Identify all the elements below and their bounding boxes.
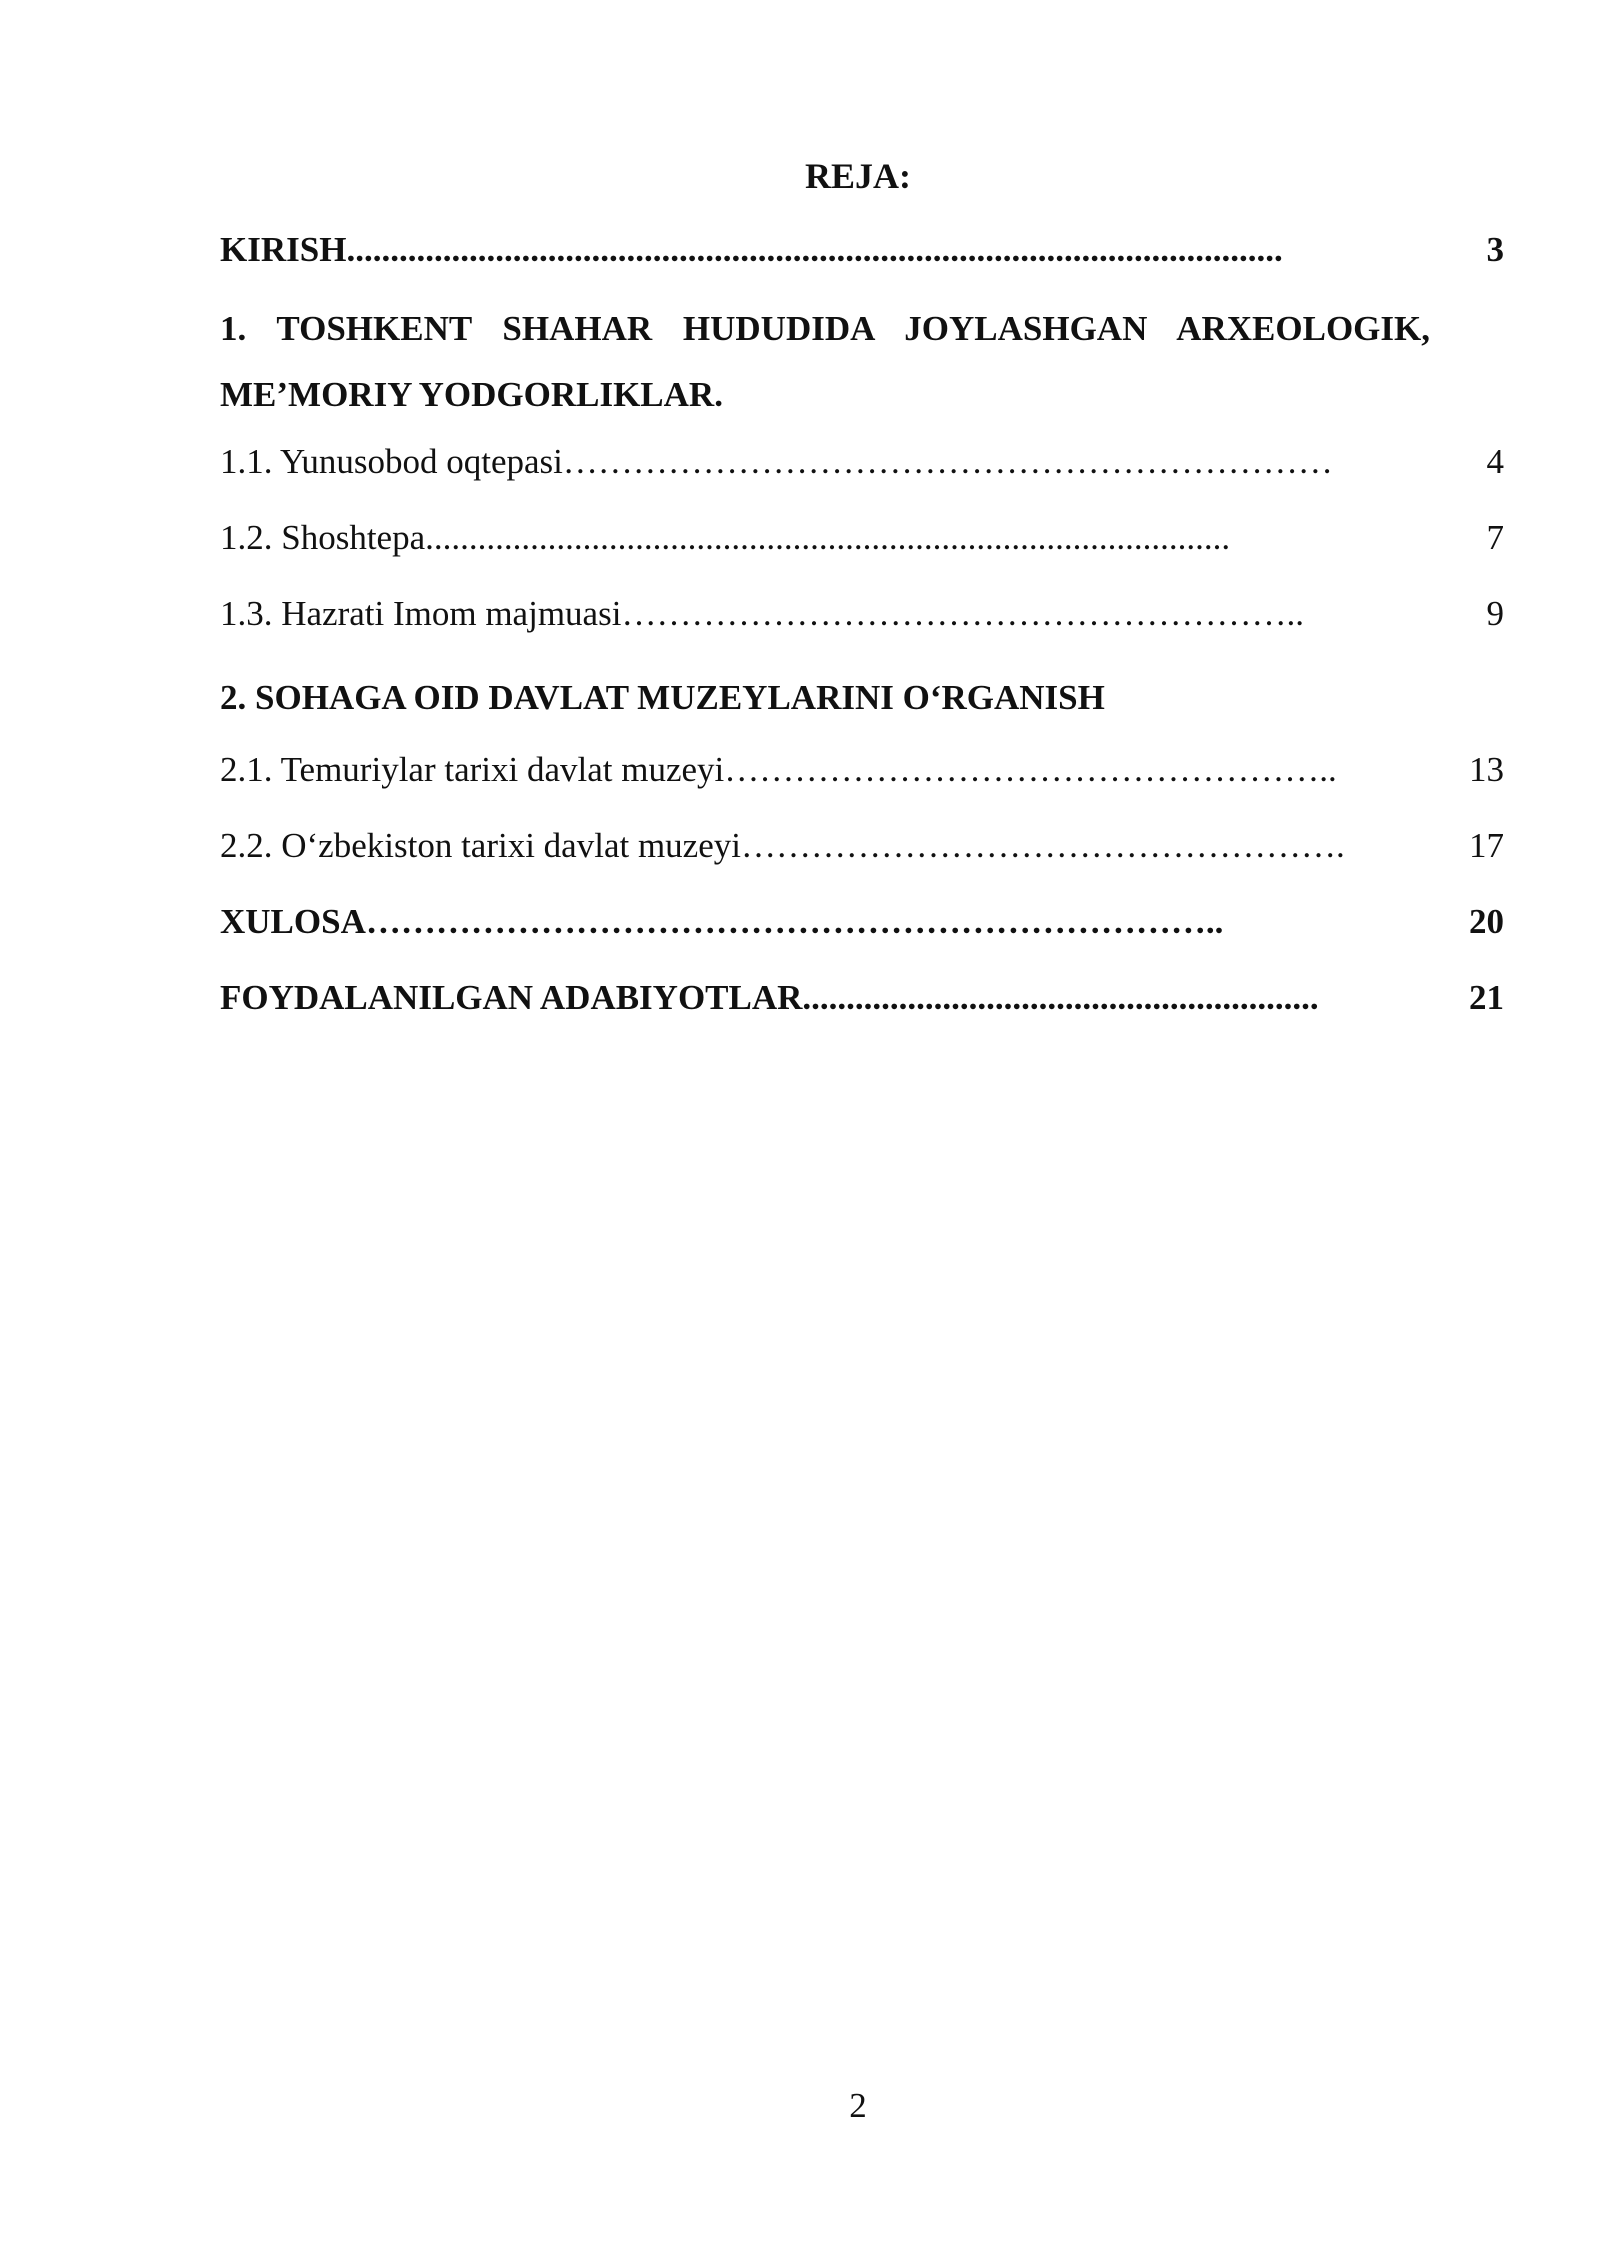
toc-entry-1-3 <box>220 584 1504 660</box>
toc-entry-label: FOYDALANILGAN ADABIYOTLAR <box>220 978 803 1017</box>
toc-page-number: 4 <box>1486 442 1504 481</box>
toc-entry-label: 1.3. Hazrati Imom majmuasi <box>220 594 622 633</box>
toc-entry-2-2 <box>220 816 1504 892</box>
toc-entry-label: 2.2. O‘zbekiston tarixi davlat muzeyi <box>220 826 741 865</box>
toc-leader-dots: ............................................................................................ <box>425 518 1231 557</box>
toc-entry-label: KIRISH <box>220 230 347 269</box>
page-title: REJA: <box>805 156 911 196</box>
table-of-contents <box>220 220 1504 1044</box>
toc-leader-dots: ........................................................... <box>802 978 1319 1017</box>
toc-entry-references <box>220 968 1504 1044</box>
toc-leader-dots: ……………………………………………………………….. <box>365 902 1224 941</box>
page-number: 2 <box>849 2086 867 2125</box>
toc-entry-text <box>220 513 1430 563</box>
toc-entry-text <box>220 225 1430 275</box>
toc-page-number: 20 <box>1469 902 1504 941</box>
toc-page-number: 13 <box>1469 750 1504 789</box>
toc-entry-1-2 <box>220 508 1504 584</box>
toc-leader-dots: ........................................................................................................... <box>346 230 1283 269</box>
toc-entry-1-1 <box>220 432 1504 508</box>
toc-page-number: 7 <box>1486 518 1504 557</box>
toc-page-number: 3 <box>1486 230 1504 269</box>
toc-entry-text <box>220 437 1430 487</box>
toc-entry-label: 1.2. Shoshtepa <box>220 518 426 557</box>
toc-entry-text <box>220 821 1430 871</box>
toc-page-number: 9 <box>1486 594 1504 633</box>
toc-entry-text <box>220 745 1430 795</box>
toc-chapter-2: 2. SOHAGA OID DAVLAT MUZEYLARINI O‘RGANISH <box>220 678 1105 717</box>
toc-entry-intro <box>220 220 1504 296</box>
toc-leader-dots: …………………………………………….. <box>724 750 1337 789</box>
toc-leader-dots: ………………………………………………………… <box>562 442 1333 481</box>
toc-page-number: 21 <box>1469 978 1504 1017</box>
toc-entry-text <box>220 897 1430 947</box>
toc-leader-dots: ……………………………………………. <box>740 826 1345 865</box>
toc-leader-dots: ………………………………………………….. <box>621 594 1304 633</box>
toc-chapter-1: 1. TOSHKENT SHAHAR HUDUDIDA JOYLASHGAN ARXEOLOGIK, ME’MORIY YODGORLIKLAR. <box>220 309 1430 414</box>
toc-entry-2-1 <box>220 740 1504 816</box>
toc-entry-conclusion <box>220 892 1504 968</box>
toc-entry-text <box>220 973 1430 1023</box>
toc-entry-label: XULOSA <box>220 902 366 941</box>
toc-page-number: 17 <box>1469 826 1504 865</box>
toc-entry-label: 1.1. Yunusobod oqtepasi <box>220 442 563 481</box>
toc-entry-text <box>220 589 1430 639</box>
toc-entry-label: 2.1. Temuriylar tarixi davlat muzeyi <box>220 750 725 789</box>
